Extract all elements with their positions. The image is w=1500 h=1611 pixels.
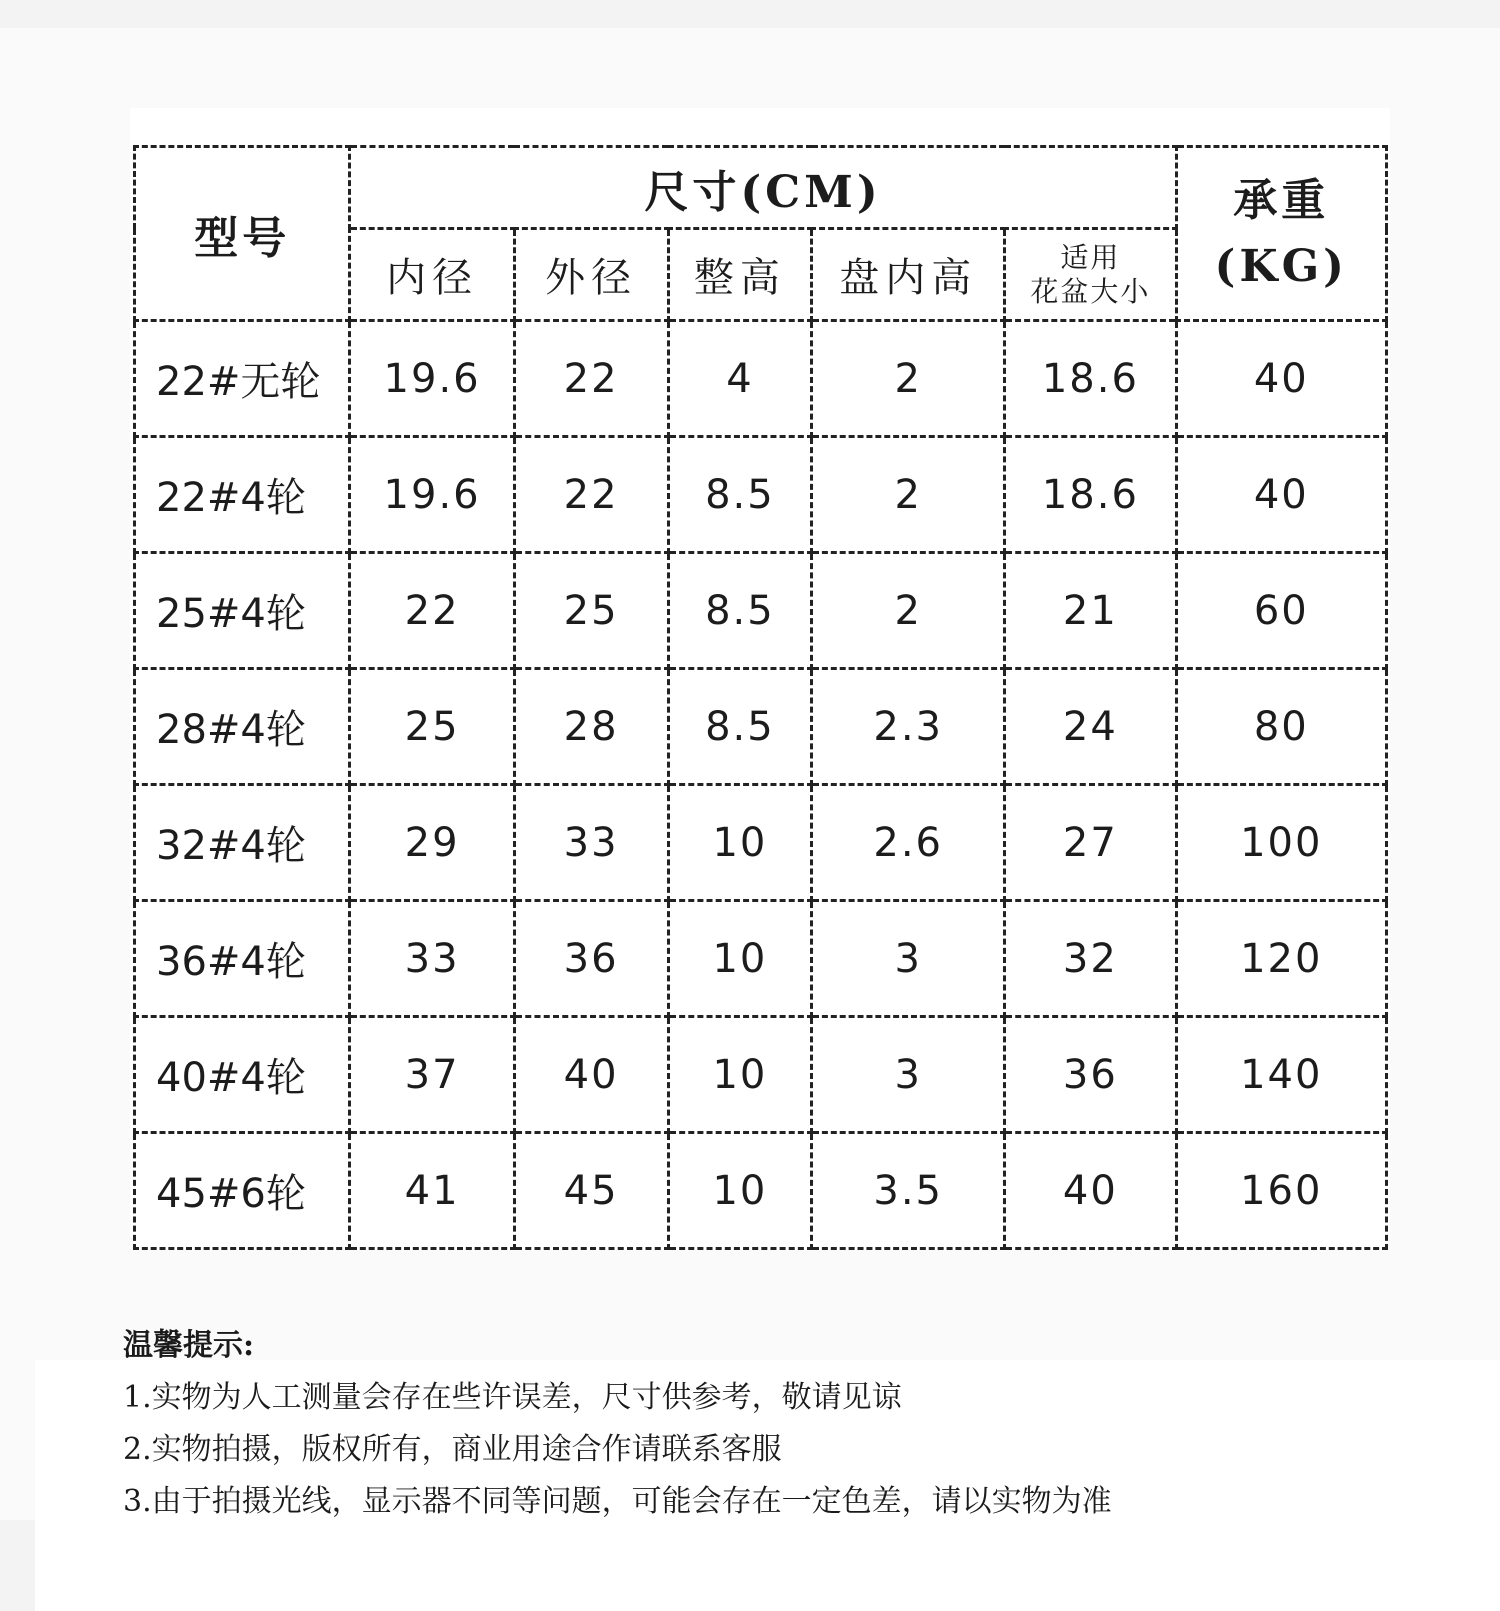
outer-diameter-cell: 22 bbox=[514, 321, 668, 437]
tray-inner-height-cell: 2 bbox=[812, 321, 1005, 437]
table-row bbox=[135, 669, 1387, 785]
pot-size-cell: 36 bbox=[1005, 1017, 1176, 1133]
header-tray-inner-height: 盘内高 bbox=[812, 229, 1005, 321]
tray-inner-height-cell: 2 bbox=[812, 437, 1005, 553]
total-height-cell: 8.5 bbox=[668, 669, 812, 785]
tips-section bbox=[123, 1320, 1403, 1528]
tip-item-1: 1.实物为人工测量会存在些许误差，尺寸供参考，敬请见谅 bbox=[123, 1380, 902, 1415]
table-body bbox=[135, 321, 1387, 1249]
model-cell: 22#无轮 bbox=[135, 321, 350, 437]
table-row bbox=[135, 1017, 1387, 1133]
model-cell: 36#4轮 bbox=[135, 901, 350, 1017]
outer-diameter-cell: 25 bbox=[514, 553, 668, 669]
pot-size-cell: 24 bbox=[1005, 669, 1176, 785]
load-cell: 120 bbox=[1176, 901, 1386, 1017]
model-cell: 32#4轮 bbox=[135, 785, 350, 901]
inner-diameter-cell: 25 bbox=[350, 669, 514, 785]
total-height-cell: 8.5 bbox=[668, 437, 812, 553]
pot-size-cell: 18.6 bbox=[1005, 321, 1176, 437]
total-height-cell: 10 bbox=[668, 785, 812, 901]
tip-item-2: 2.实物拍摄，版权所有，商业用途合作请联系客服 bbox=[123, 1432, 782, 1467]
size-spec-table bbox=[133, 145, 1388, 1250]
model-cell: 40#4轮 bbox=[135, 1017, 350, 1133]
total-height-cell: 4 bbox=[668, 321, 812, 437]
model-cell: 22#4轮 bbox=[135, 437, 350, 553]
header-outer-diameter: 外径 bbox=[514, 229, 668, 321]
pot-size-cell: 40 bbox=[1005, 1133, 1176, 1249]
model-cell: 25#4轮 bbox=[135, 553, 350, 669]
table-row bbox=[135, 321, 1387, 437]
tray-inner-height-cell: 2 bbox=[812, 553, 1005, 669]
table-row bbox=[135, 553, 1387, 669]
load-cell: 80 bbox=[1176, 669, 1386, 785]
model-cell: 45#6轮 bbox=[135, 1133, 350, 1249]
load-cell: 60 bbox=[1176, 553, 1386, 669]
tips-title: 温馨提示: bbox=[123, 1328, 255, 1363]
header-pot-size: 适用 花盆大小 bbox=[1005, 229, 1176, 321]
load-cell: 100 bbox=[1176, 785, 1386, 901]
table-row bbox=[135, 437, 1387, 553]
table-row bbox=[135, 785, 1387, 901]
total-height-cell: 10 bbox=[668, 1133, 812, 1249]
table-row bbox=[135, 1133, 1387, 1249]
total-height-cell: 10 bbox=[668, 1017, 812, 1133]
outer-diameter-cell: 28 bbox=[514, 669, 668, 785]
inner-diameter-cell: 33 bbox=[350, 901, 514, 1017]
tray-inner-height-cell: 2.6 bbox=[812, 785, 1005, 901]
total-height-cell: 10 bbox=[668, 901, 812, 1017]
tray-inner-height-cell: 3.5 bbox=[812, 1133, 1005, 1249]
pot-size-cell: 18.6 bbox=[1005, 437, 1176, 553]
pot-size-cell: 32 bbox=[1005, 901, 1176, 1017]
total-height-cell: 8.5 bbox=[668, 553, 812, 669]
tray-inner-height-cell: 2.3 bbox=[812, 669, 1005, 785]
outer-diameter-cell: 40 bbox=[514, 1017, 668, 1133]
load-cell: 140 bbox=[1176, 1017, 1386, 1133]
pot-size-cell: 21 bbox=[1005, 553, 1176, 669]
header-size-group: 尺寸(CM) bbox=[350, 147, 1176, 229]
header-load: 承重 (KG) bbox=[1176, 147, 1386, 321]
tray-inner-height-cell: 3 bbox=[812, 1017, 1005, 1133]
inner-diameter-cell: 29 bbox=[350, 785, 514, 901]
inner-diameter-cell: 19.6 bbox=[350, 321, 514, 437]
outer-diameter-cell: 33 bbox=[514, 785, 668, 901]
tip-item-3: 3.由于拍摄光线，显示器不同等问题，可能会存在一定色差，请以实物为准 bbox=[123, 1484, 1112, 1519]
inner-diameter-cell: 41 bbox=[350, 1133, 514, 1249]
header-total-height: 整高 bbox=[668, 229, 812, 321]
inner-diameter-cell: 37 bbox=[350, 1017, 514, 1133]
outer-diameter-cell: 45 bbox=[514, 1133, 668, 1249]
outer-diameter-cell: 36 bbox=[514, 901, 668, 1017]
table-row bbox=[135, 901, 1387, 1017]
tray-inner-height-cell: 3 bbox=[812, 901, 1005, 1017]
load-cell: 40 bbox=[1176, 437, 1386, 553]
inner-diameter-cell: 22 bbox=[350, 553, 514, 669]
header-inner-diameter: 内径 bbox=[350, 229, 514, 321]
header-model: 型号 bbox=[135, 147, 350, 321]
load-cell: 160 bbox=[1176, 1133, 1386, 1249]
outer-diameter-cell: 22 bbox=[514, 437, 668, 553]
inner-diameter-cell: 19.6 bbox=[350, 437, 514, 553]
load-cell: 40 bbox=[1176, 321, 1386, 437]
pot-size-cell: 27 bbox=[1005, 785, 1176, 901]
model-cell: 28#4轮 bbox=[135, 669, 350, 785]
